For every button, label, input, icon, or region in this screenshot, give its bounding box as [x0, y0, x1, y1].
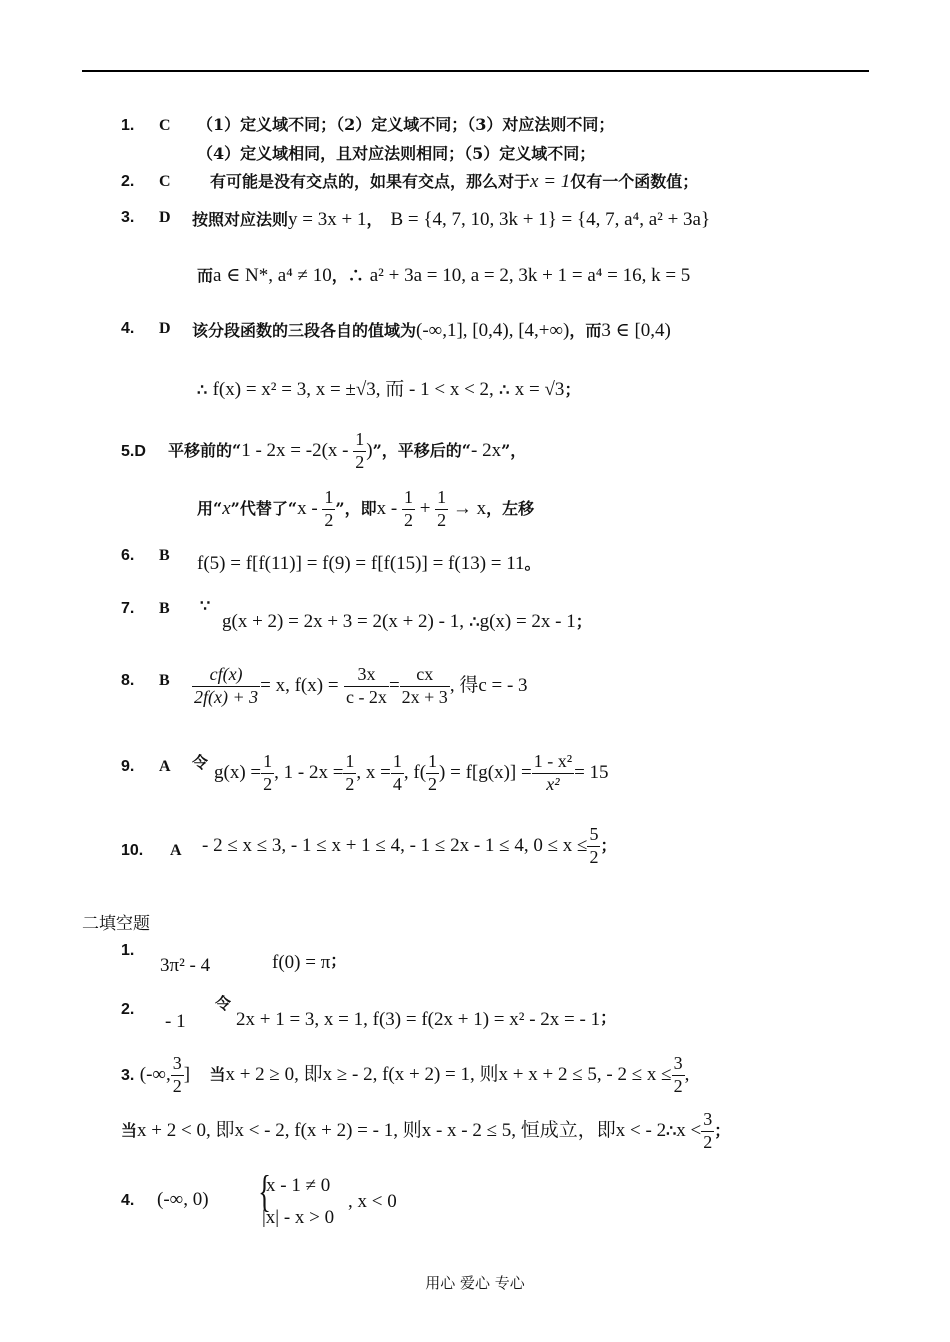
- fill-4-tail: [348, 1192, 397, 1211]
- item-9-m4: , f(: [403, 761, 427, 783]
- item-10-frac: [587, 825, 600, 868]
- fill-4-answer-math: (-∞, 0): [157, 1189, 209, 1210]
- item-3-line2-math2: a² + 3a = 10, a = 2, 3k + 1 = a⁴ = 16, k = 5: [369, 265, 691, 286]
- item-8-frac2: [344, 665, 389, 708]
- fill-3-m2-frac-num: 3: [701, 1110, 714, 1132]
- header-rule: [82, 70, 869, 72]
- item-9-frac5-den: x²: [546, 773, 560, 794]
- item-7-answer: B: [159, 600, 170, 617]
- fill-1-answer-math: 3π² - 4: [160, 955, 211, 976]
- item-2-content: [210, 172, 698, 191]
- item-8-answer: B: [159, 672, 170, 689]
- item-4-line2-math: f(x) = x² = 3, x = ±√3, 而 - 1 < x < 2,: [212, 379, 494, 400]
- item-5-number: 5.D: [121, 443, 146, 460]
- fill-4-number: 4.: [121, 1192, 135, 1209]
- item-8-frac2-den: c - 2x: [345, 686, 387, 707]
- item-9-pre: [192, 755, 208, 772]
- item-5-line2-frac2-den: 2: [403, 509, 413, 530]
- item-3-line2-math: a ∈ N*, a⁴ ≠ 10: [213, 265, 332, 286]
- item-5-line2-m3b: +: [414, 497, 436, 519]
- fill-2-end: ；: [600, 1008, 617, 1027]
- item-10-number: 10.: [121, 842, 144, 859]
- fill-2-explain-math: 2x + 1 = 3, x = 1, f(3) = f(2x + 1) = x² - 2x = - 1: [236, 1009, 601, 1030]
- item-8-frac3: [400, 665, 450, 708]
- fill-3-m1-end: ,: [684, 1063, 690, 1085]
- item-10-frac-num: 5: [587, 825, 600, 847]
- fill-3-answer-frac-num: 3: [171, 1054, 184, 1076]
- fill-4-system-1: [266, 1176, 330, 1195]
- item-5-line2-m2: x -: [297, 497, 323, 519]
- fill-1-number: 1.: [121, 942, 135, 959]
- item-10-answer: A: [170, 842, 182, 859]
- fill-3-number: 3.: [121, 1066, 135, 1084]
- item-4-therefore-2: ∴: [499, 380, 510, 399]
- fill-3-m2-frac-den: 2: [703, 1131, 713, 1152]
- item-2-number: 2.: [121, 173, 135, 190]
- fill-2-explain: [236, 1010, 616, 1029]
- item-3-answer: D: [159, 209, 171, 226]
- page-footer: 用心 爱心 专心: [425, 1274, 525, 1292]
- fill-4-s1: x - 1 ≠ 0: [266, 1175, 331, 1196]
- fill-3-m1: x + 2 ≥ 0, 即x ≥ - 2, f(x + 2) = 1, 则x + x + 2 ≤ 5, - 2 ≤ x ≤: [225, 1063, 672, 1085]
- item-7-because: ∵: [200, 596, 211, 615]
- item-9-frac2: [343, 752, 356, 795]
- fill-2-answer-math: - 1: [165, 1011, 186, 1032]
- item-6-number: 6.: [121, 547, 135, 564]
- item-4-text-b: ，而: [569, 321, 602, 340]
- item-9-ling: 令: [192, 753, 209, 772]
- item-9-number: 9.: [121, 758, 135, 775]
- item-5-line2-d: ，左移: [486, 498, 535, 518]
- fill-1-answer: [160, 956, 210, 975]
- item-9-frac2-den: 2: [345, 773, 355, 794]
- fill-3-answer-a: (-∞,: [139, 1063, 171, 1085]
- item-5-math2: - 2x: [471, 439, 502, 461]
- item-3-text: 按照对应法则: [192, 210, 289, 229]
- fill-2-number: 2.: [121, 1001, 135, 1018]
- item-4-end: ；: [564, 380, 581, 399]
- item-4-line1: [192, 321, 671, 340]
- item-9-frac3-den: 4: [392, 773, 402, 794]
- item-5-math1: 1 - 2x = -2(x -: [241, 439, 354, 461]
- item-8-frac3-den: 2x + 3: [401, 686, 448, 707]
- fill-1-end: ；: [330, 951, 347, 970]
- item-9-frac5-num: 1 - x²: [532, 752, 574, 774]
- item-3-line2-sep: ，∴: [331, 266, 364, 285]
- fill-4-system-2: [262, 1208, 334, 1227]
- item-9-m3: , x =: [356, 761, 391, 783]
- item-9-m5: ) = f[g(x)] =: [439, 761, 532, 783]
- item-1-line1: （1）定义域不同；（2）定义域不同；（3）对应法则不同；: [197, 115, 615, 134]
- item-4-number: 4.: [121, 320, 135, 337]
- item-3-math1: y = 3x + 1: [288, 209, 367, 230]
- item-5-text-a: 平移前的“: [168, 440, 242, 460]
- item-2-text-b: 仅有一个函数值；: [570, 172, 699, 191]
- item-8-frac1-den: 2f(x) + 3: [194, 686, 259, 707]
- fill-2-ling: 令: [215, 994, 232, 1013]
- item-5-line2-b: ”代替了“: [230, 498, 298, 518]
- item-9-frac1: [261, 752, 274, 795]
- item-5-frac: [353, 430, 366, 473]
- item-8-m2: =: [388, 674, 400, 696]
- fill-4-s2: |x| - x > 0: [262, 1207, 335, 1228]
- item-7-math: g(x + 2) = 2x + 3 = 2(x + 2) - 1,: [222, 611, 464, 632]
- fill-3-answer-b: ]: [183, 1063, 191, 1085]
- item-9-m6: = 15: [574, 761, 609, 783]
- fill-3-m1-frac-den: 2: [673, 1075, 683, 1096]
- item-5-line2-frac2: [402, 488, 415, 531]
- item-9-m2: , 1 - 2x =: [274, 761, 344, 783]
- fill-3-end: ；: [714, 1120, 731, 1140]
- section-title: 二填空题: [82, 914, 150, 934]
- item-9-frac4-num: 1: [426, 752, 439, 774]
- item-8-m1: = x, f(x) =: [260, 674, 339, 696]
- item-5-line2: [197, 488, 534, 531]
- item-5-line2-m3c: → x: [448, 497, 487, 519]
- item-5-line2-frac1: [322, 488, 335, 531]
- item-4-answer: D: [159, 320, 171, 337]
- item-9-frac3: [391, 752, 404, 795]
- item-4-math1: (-∞,1], [0,4), [4,+∞): [416, 320, 570, 341]
- fill-3-t1: 当: [209, 1064, 226, 1084]
- item-8-number: 8.: [121, 672, 135, 689]
- item-9-answer: A: [159, 758, 171, 775]
- item-5-line2-frac1-den: 2: [324, 509, 334, 530]
- item-2-text-a: 有可能是没有交点的，如果有交点，那么对于: [210, 172, 531, 191]
- item-6-math: f(5) = f[f(11)] = f(9) = f[f(15)] = f(13) = 11: [197, 553, 525, 574]
- fill-3-line2: [121, 1110, 730, 1153]
- item-7-therefore: ∴: [469, 612, 480, 631]
- fill-3-m1-frac-num: 3: [672, 1054, 685, 1076]
- fill-3-answer-frac-den: 2: [172, 1075, 182, 1096]
- item-8-frac1-num: cf(x): [192, 665, 260, 687]
- fill-2-answer: [165, 1012, 186, 1031]
- item-5-line2-m1: x: [222, 497, 231, 519]
- item-3-number: 3.: [121, 209, 135, 226]
- fill-3-t2: 当: [121, 1120, 138, 1140]
- item-2-answer: C: [159, 173, 171, 190]
- item-6-answer: B: [159, 547, 170, 564]
- item-8-line: [192, 665, 528, 708]
- item-9-frac3-num: 1: [391, 752, 404, 774]
- item-9-m1: g(x) =: [214, 761, 262, 783]
- item-10-frac-den: 2: [589, 846, 599, 867]
- fill-1-explain: [272, 953, 346, 972]
- item-1-answer: C: [159, 117, 171, 134]
- item-4-line2-math2: x = √3: [514, 379, 565, 400]
- item-4-math2: 3 ∈ [0,4): [601, 320, 671, 341]
- item-5-line2-m3a: x -: [376, 497, 402, 519]
- item-5-line2-frac3-num: 1: [435, 488, 448, 510]
- fill-3-m2: x + 2 < 0, 即x < - 2, f(x + 2) = - 1, 则x - x - 2 ≤ 5, 恒成立，即x < - 2: [137, 1119, 667, 1141]
- item-6-end: 。: [524, 554, 541, 573]
- item-5-line2-c: ”，即: [335, 498, 377, 518]
- item-5-line1: [168, 430, 526, 473]
- item-1-number: 1.: [121, 117, 135, 134]
- item-8-frac2-num: 3x: [344, 665, 389, 687]
- item-9-frac2-num: 1: [343, 752, 356, 774]
- item-9-line: [214, 752, 609, 795]
- item-9-frac1-num: 1: [261, 752, 274, 774]
- fill-1-explain-math: f(0) = π: [272, 952, 331, 973]
- item-5-frac-num: 1: [353, 430, 366, 452]
- fill-3-therefore: ∴: [666, 1120, 677, 1140]
- item-3-sep: ，: [366, 210, 383, 229]
- item-6-line: [197, 554, 541, 573]
- item-4-line2: [197, 380, 580, 399]
- fill-4-answer: [157, 1190, 209, 1209]
- item-5-close-paren: ): [366, 439, 373, 461]
- item-9-frac1-den: 2: [263, 773, 273, 794]
- item-9-frac4-den: 2: [428, 773, 438, 794]
- item-3-math2: B = {4, 7, 10, 3k + 1} = {4, 7, a⁴, a² + 3a}: [390, 209, 711, 230]
- item-2-math: x = 1: [530, 171, 571, 192]
- item-3-line2: [197, 266, 690, 285]
- item-7-number: 7.: [121, 600, 135, 617]
- item-8-frac1: [192, 665, 260, 708]
- item-10-end: ；: [600, 835, 617, 855]
- item-9-frac4: [426, 752, 439, 795]
- item-7-math2: g(x) = 2x - 1: [479, 611, 576, 632]
- fill-3-line1: [121, 1054, 689, 1097]
- item-5-line2-frac3: [435, 488, 448, 531]
- item-5-line2-frac1-num: 1: [322, 488, 335, 510]
- item-10-line: [202, 825, 616, 868]
- item-7-end: ；: [575, 612, 592, 631]
- item-7-pre: [200, 598, 210, 615]
- item-7-line: [222, 612, 592, 631]
- fill-4-tail-math: , x < 0: [348, 1191, 397, 1212]
- item-9-frac5: [532, 752, 574, 795]
- fill-4-brace: {: [258, 1167, 271, 1216]
- fill-3-m2c: x <: [676, 1119, 702, 1141]
- item-5-frac-den: 2: [355, 451, 365, 472]
- item-5-line2-frac3-den: 2: [437, 509, 447, 530]
- item-8-frac3-num: cx: [400, 665, 450, 687]
- item-5-text-b: ”，平移后的“: [372, 440, 471, 460]
- item-5-line2-frac2-num: 1: [402, 488, 415, 510]
- item-10-math: - 2 ≤ x ≤ 3, - 1 ≤ x + 1 ≤ 4, - 1 ≤ 2x - 1 ≤ 4, 0 ≤ x ≤: [202, 834, 588, 856]
- fill-3-m1-frac: [672, 1054, 685, 1097]
- item-5-text-c: ”，: [501, 440, 527, 460]
- fill-3-m2-frac: [701, 1110, 714, 1153]
- item-3-line2-text: 而: [197, 266, 214, 285]
- fill-3-answer-frac: [171, 1054, 184, 1097]
- item-4-text-a: 该分段函数的三段各自的值域为: [192, 321, 417, 340]
- item-5-line2-a: 用“: [197, 498, 223, 518]
- item-8-m3: , 得c = - 3: [449, 674, 528, 696]
- item-4-therefore-1: ∴: [197, 380, 208, 399]
- fill-2-pre: [215, 996, 231, 1013]
- item-3-line1: [192, 210, 710, 229]
- item-1-line2: （4）定义域相同，且对应法则相同；（5）定义域不同；: [197, 144, 596, 163]
